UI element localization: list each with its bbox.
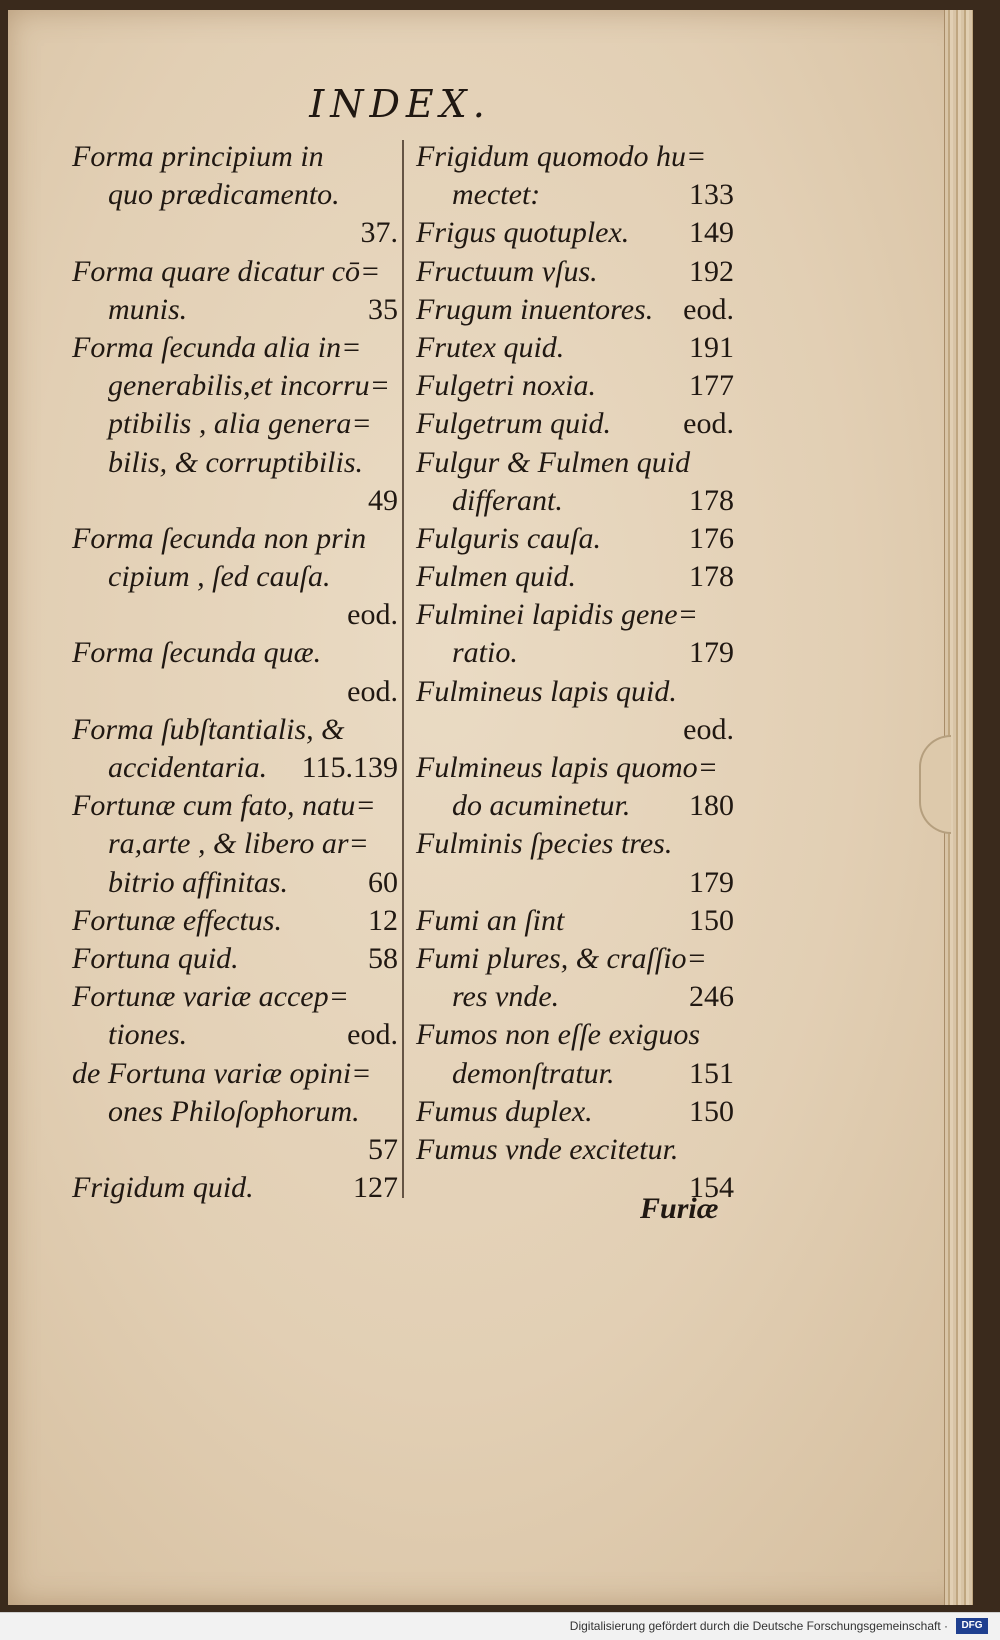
page-reference: 58: [368, 941, 398, 975]
entry-text: Frutex quid.: [416, 330, 565, 364]
column-divider: [402, 140, 404, 1198]
entry-text: ones Philoſophorum.: [108, 1094, 360, 1128]
entry-text: generabilis,et incorru=: [108, 369, 390, 403]
page-reference: 127: [353, 1171, 398, 1205]
page-reference: 180: [689, 789, 734, 823]
entry-text: tiones.: [108, 1018, 188, 1052]
entry-text: demonſtratur.: [452, 1056, 615, 1090]
index-entry-line: [416, 787, 734, 825]
entry-text: Frigus quotuplex.: [416, 216, 630, 250]
index-entry-line: [416, 711, 734, 749]
index-entry-line: [416, 558, 734, 596]
index-entry-line: [72, 444, 398, 482]
entry-text: Fulmineus lapis quid.: [416, 674, 677, 708]
page-reference: 35: [368, 292, 398, 326]
entry-text: quo prædicamento.: [108, 178, 340, 212]
entry-text: bitrio affinitas.: [108, 865, 289, 899]
page-reference: 192: [689, 254, 734, 288]
index-entry-line: [416, 329, 734, 367]
page-reference: 177: [689, 369, 734, 403]
index-entry-line: [72, 176, 398, 214]
index-entry-line: [72, 520, 398, 558]
index-entry-line: [416, 253, 734, 291]
entry-text: Fructuum vſus.: [416, 254, 598, 288]
page-reference: 179: [689, 636, 734, 670]
entry-text: Fumos non eſſe exiguos: [416, 1018, 701, 1052]
page-reference: 176: [689, 521, 734, 555]
entry-text: Fortunæ cum fato, natu=: [72, 789, 376, 823]
index-entry-line: [416, 1016, 734, 1054]
page-reference: 191: [689, 330, 734, 364]
index-entry-line: [72, 634, 398, 672]
page-reference: 178: [689, 560, 734, 594]
entry-text: Fortunæ effectus.: [72, 903, 282, 937]
index-entry-line: [72, 253, 398, 291]
page-reference: eod.: [347, 1018, 398, 1052]
index-entry-line: [72, 1055, 398, 1093]
page-tab-notch: [919, 735, 951, 834]
entry-text: Fumus vnde excitetur.: [416, 1132, 679, 1166]
index-entry-line: [72, 329, 398, 367]
entry-text: cipium , ſed cauſa.: [108, 560, 331, 594]
entry-text: bilis, & corruptibilis.: [108, 445, 364, 479]
index-entry-line: [416, 520, 734, 558]
index-entry-line: [72, 482, 398, 520]
index-entry-line: [72, 749, 398, 787]
index-entry-line: [72, 1016, 398, 1054]
entry-text: Forma ſecunda quæ.: [72, 636, 322, 670]
page-reference: 179: [689, 865, 734, 899]
page-reference: 154: [689, 1171, 734, 1205]
index-entry-line: [72, 673, 398, 711]
page-reference: 37.: [360, 216, 398, 250]
page-reference: 149: [689, 216, 734, 250]
entry-text: Fulminis ſpecies tres.: [416, 827, 673, 861]
entry-text: Forma ſecunda non prin: [72, 521, 367, 555]
index-entry-line: [416, 367, 734, 405]
entry-text: Fulgetrum quid.: [416, 407, 611, 441]
page-reference: eod.: [347, 598, 398, 632]
index-entry-line: [416, 825, 734, 863]
entry-text: ptibilis , alia genera=: [108, 407, 372, 441]
entry-text: Frugum inuentores.: [416, 292, 654, 326]
page-reference: 60: [368, 865, 398, 899]
index-entry-line: [72, 864, 398, 902]
entry-text: Fulmen quid.: [416, 560, 576, 594]
index-entry-line: [416, 1131, 734, 1169]
index-entry-line: [416, 940, 734, 978]
index-entry-line: [416, 596, 734, 634]
entry-text: Forma quare dicatur cō=: [72, 254, 381, 288]
page-reference: eod.: [347, 674, 398, 708]
index-entry-line: [72, 558, 398, 596]
index-entry-line: [416, 405, 734, 443]
catchword: Furiæ: [640, 1192, 719, 1225]
index-entry-line: [416, 291, 734, 329]
entry-text: Fumus duplex.: [416, 1094, 593, 1128]
page-reference: 151: [689, 1056, 734, 1090]
page-reference: 115.139: [301, 751, 398, 784]
index-entry-line: [72, 291, 398, 329]
index-entry-line: [72, 405, 398, 443]
entry-text: Fortunæ variæ accep=: [72, 980, 349, 1014]
index-entry-line: [416, 214, 734, 252]
page-header: INDEX.: [309, 82, 491, 126]
page-reference: 49: [368, 483, 398, 517]
entry-text: munis.: [108, 292, 188, 326]
index-entry-line: [416, 482, 734, 520]
index-entry-line: [416, 864, 734, 902]
entry-text: Fulgetri noxia.: [416, 369, 596, 403]
index-entry-line: [72, 596, 398, 634]
page-reference: 150: [689, 903, 734, 937]
entry-text: Fulmineus lapis quomo=: [416, 751, 718, 784]
index-entry-line: [416, 1055, 734, 1093]
footer-bar: [0, 1612, 1000, 1640]
entry-text: accidentaria.: [108, 751, 268, 784]
index-entry-line: [72, 711, 398, 749]
entry-text: Fulminei lapidis gene=: [416, 598, 698, 632]
index-entry-line: [416, 749, 734, 787]
entry-text: Forma ſecunda alia in=: [72, 330, 362, 364]
page-reference: 12: [368, 903, 398, 937]
entry-text: ra,arte , & libero ar=: [108, 827, 369, 861]
entry-text: de Fortuna variæ opini=: [72, 1056, 372, 1090]
index-entry-line: [72, 940, 398, 978]
index-entry-line: [72, 1169, 398, 1207]
page-reference: 150: [689, 1094, 734, 1128]
entry-text: Forma principium in: [72, 140, 324, 173]
page-reference: 57: [368, 1132, 398, 1166]
index-entry-line: [72, 825, 398, 863]
entry-text: Fumi plures, & craſſio=: [416, 941, 707, 975]
entry-text: Fortuna quid.: [72, 941, 239, 975]
entry-text: Fumi an ſint: [416, 903, 565, 937]
index-entry-line: [416, 138, 734, 176]
index-entry-line: [72, 367, 398, 405]
index-entry-line: [72, 902, 398, 940]
index-entry-line: [72, 978, 398, 1016]
index-entry-line: [72, 138, 398, 176]
index-entry-line: [72, 1131, 398, 1169]
page-reference: 178: [689, 483, 734, 517]
index-entry-line: [416, 634, 734, 672]
index-entry-line: [416, 673, 734, 711]
page-reference: eod.: [683, 712, 734, 746]
page-reference: 246: [689, 980, 734, 1014]
page-reference: eod.: [683, 407, 734, 441]
index-entry-line: [416, 902, 734, 940]
index-entry-line: [416, 176, 734, 214]
entry-text: res vnde.: [452, 980, 560, 1014]
entry-text: Fulgur & Fulmen quid: [416, 445, 691, 479]
entry-text: Frigidum quid.: [72, 1171, 254, 1205]
index-entry-line: [416, 978, 734, 1016]
footer-credit: Digitalisierung gefördert durch die Deutsche Forschungsgemeinschaft ·: [569, 1619, 948, 1633]
page-reference: 133: [689, 178, 734, 212]
dfg-logo: DFG: [956, 1618, 988, 1634]
entry-text: Frigidum quomodo hu=: [416, 140, 707, 173]
entry-text: Forma ſubſtantialis, &: [72, 712, 345, 746]
index-entry-line: [416, 1093, 734, 1131]
entry-text: do acuminetur.: [452, 789, 631, 823]
index-column-right: [416, 138, 734, 1207]
entry-text: differant.: [452, 483, 563, 517]
entry-text: ratio.: [452, 636, 518, 670]
index-entry-line: [72, 787, 398, 825]
entry-text: Fulguris cauſa.: [416, 521, 601, 555]
index-entry-line: [416, 444, 734, 482]
entry-text: mectet:: [452, 178, 541, 212]
page-reference: eod.: [683, 292, 734, 326]
index-column-left: [72, 138, 398, 1207]
index-entry-line: [72, 214, 398, 252]
index-entry-line: [72, 1093, 398, 1131]
